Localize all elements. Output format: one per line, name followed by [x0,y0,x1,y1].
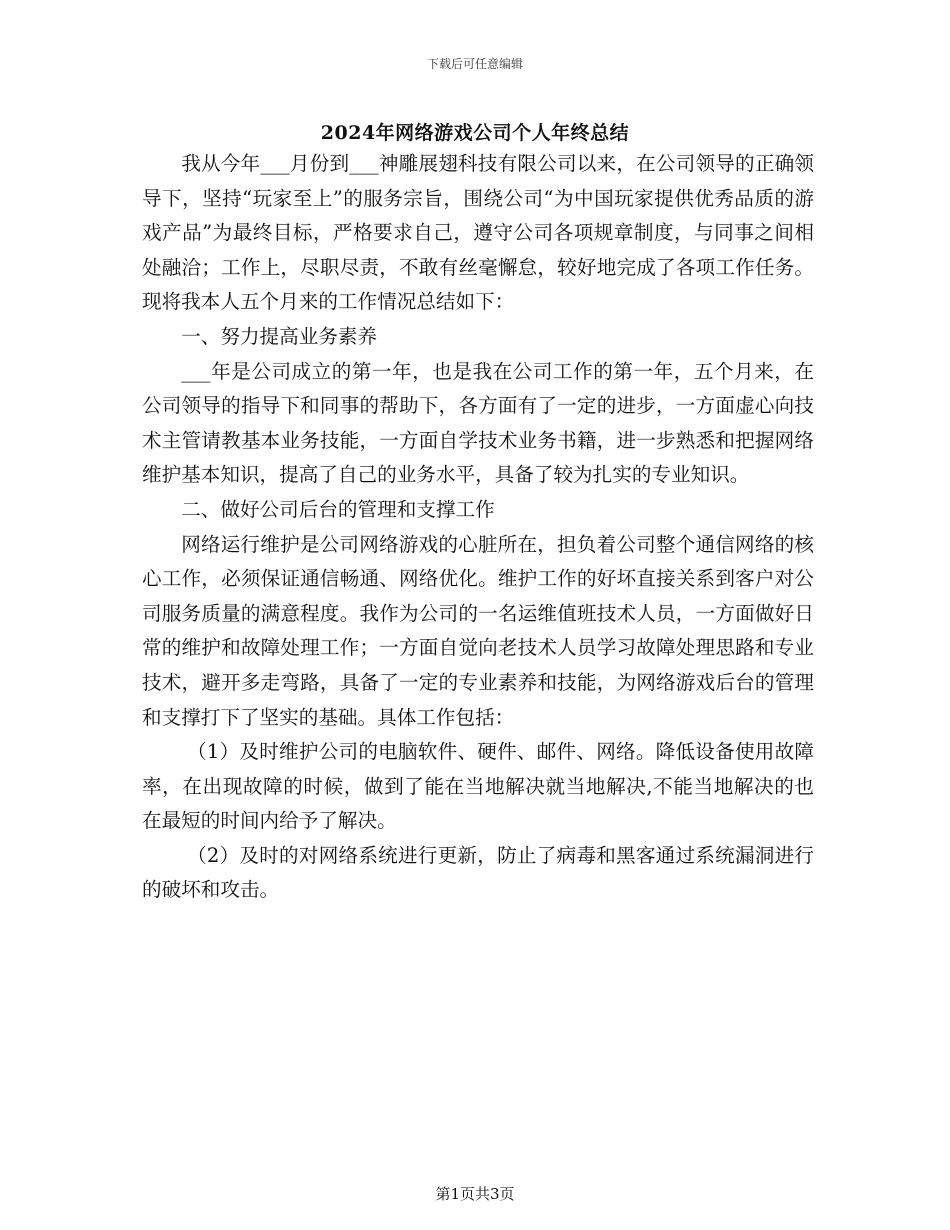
list-item-2: （2）及时的对网络系统进行更新，防止了病毒和黑客通过系统漏洞进行的破坏和攻击。 [142,843,814,902]
section-2-paragraph: 网络运行维护是公司网络游戏的心脏所在，担负着公司整个通信网络的核心工作，必须保证通信畅通、网络优化。维护工作的好坏直接关系到客户对公司服务质量的满意程度。我作为公司的一名运维值班技术人员，一方面做好日常的维护和故障处理工作；一方面自觉向老技术人员学习故障处理思路和专业技术，避开多走弯路，具备了一定的专业素养和技能，为网络游戏后台的管理和支撑打下了坚实的基础。具体工作包括： [142,532,814,729]
document-title: 2024年网络游戏公司个人年终总结 [320,122,630,144]
header-note: 下载后可任意编辑 [426,57,523,71]
document-body [142,147,814,908]
section-heading-1: 一、努力提高业务素养 [181,324,378,348]
section-heading-2: 二、做好公司后台的管理和支撑工作 [181,497,495,521]
page-number: 第1页共3页 [435,1185,515,1203]
intro-paragraph: 我从今年___月份到___神雕展翅科技有限公司以来，在公司领导的正确领导下，坚持“玩家至上”的服务宗旨，围绕公司“为中国玩家提供优秀品质的游戏产品”为最终目标，严格要求自己，遵守公司各项规章制度，与同事之间相处融洽；工作上，尽职尽责，不敢有丝毫懈怠，较好地完成了各项工作任务。现将我本人五个月来的工作情况总结如下： [142,152,814,314]
section-1-paragraph: ___年是公司成立的第一年，也是我在公司工作的第一年，五个月来，在公司领导的指导下和同事的帮助下，各方面有了一定的进步，一方面虚心向技术主管请教基本业务技能，一方面自学技术业务书籍，进一步熟悉和把握网络维护基本知识，提高了自己的业务水平，具备了较为扎实的专业知识。 [142,359,814,487]
list-item-1: （1）及时维护公司的电脑软件、硬件、邮件、网络。降低设备使用故障率，在出现故障的时候，做到了能在当地解决就当地解决,不能当地解决的也在最短的时间内给予了解决。 [142,740,814,833]
